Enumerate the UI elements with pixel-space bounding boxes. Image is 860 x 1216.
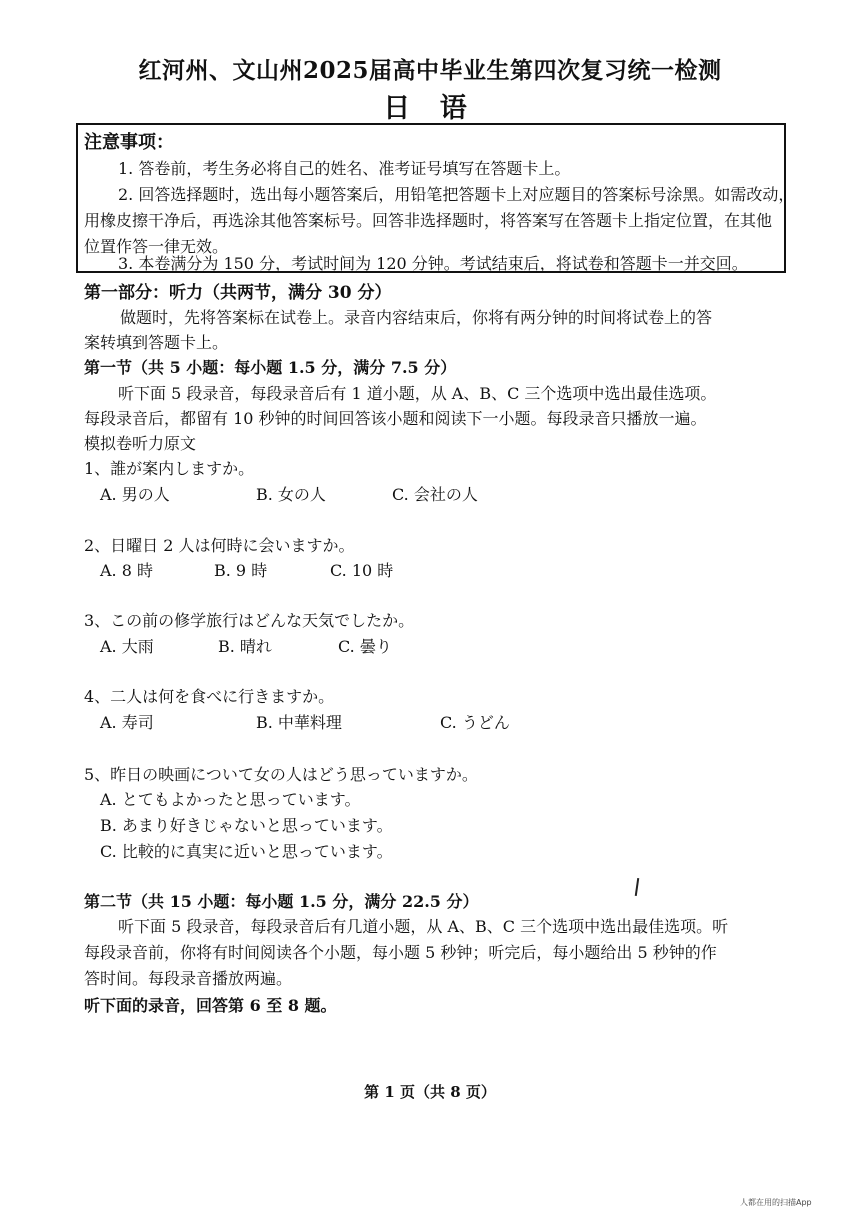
question-4-option-a: A. 寿司 xyxy=(100,713,154,732)
question-3-option-b: B. 晴れ xyxy=(218,637,272,656)
question-5-option-b: B. あまり好きじゃないと思っています。 xyxy=(100,816,393,835)
question-5-stem: 5、昨日の映画について女の人はどう思っていますか。 xyxy=(84,765,478,784)
question-1-stem: 1、誰が案内しますか。 xyxy=(84,459,255,478)
question-1-option-c: C. 会社の人 xyxy=(392,485,478,504)
notice-item-2-line-3: 位置作答一律无效。 xyxy=(84,237,229,256)
section2-instr-line-2: 每段录音前，你将有时间阅读各个小题，每小题 5 秒钟；听完后，每小题给出 5 秒钟的作 xyxy=(84,943,717,962)
question-2-stem: 2、日曜日 2 人は何時に会いますか。 xyxy=(84,536,355,555)
section1-note: 模拟卷听力原文 xyxy=(84,434,197,453)
question-3-option-c: C. 曇り xyxy=(338,637,392,656)
question-2-option-b: B. 9 時 xyxy=(214,561,268,580)
page-number: 第 1 页（共 8 页） xyxy=(364,1083,496,1101)
pen-mark xyxy=(635,878,639,896)
question-5-option-a: A. とてもよかったと思っています。 xyxy=(100,790,361,809)
question-4-option-c: C. うどん xyxy=(440,713,510,732)
section2-instr-line-1: 听下面 5 段录音，每段录音后有几道小题，从 A、B、C 三个选项中选出最佳选项。听 xyxy=(118,917,729,936)
exam-title: 红河州、文山州2025届高中毕业生第四次复习统一检测 xyxy=(138,57,722,84)
notice-item-1: 1. 答卷前，考生务必将自己的姓名、准考证号填写在答题卡上。 xyxy=(118,159,571,178)
part1-heading: 第一部分：听力（共两节，满分 30 分） xyxy=(84,283,392,303)
question-2-option-c: C. 10 時 xyxy=(330,561,394,580)
section1-heading: 第一节（共 5 小题：每小题 1.5 分，满分 7.5 分） xyxy=(84,358,457,377)
notice-item-3: 3. 本卷满分为 150 分，考试时间为 120 分钟。考试结束后，将试卷和答题卡一并交回。 xyxy=(118,254,748,273)
section1-instr-line-2: 每段录音后，都留有 10 秒钟的时间回答该小题和阅读下一小题。每段录音只播放一遍。 xyxy=(84,409,707,428)
question-1-option-a: A. 男の人 xyxy=(100,485,170,504)
notice-item-2-line-2: 用橡皮擦干净后，再选涂其他答案标号。回答非选择题时，将答案写在答题卡上指定位置，在其他 xyxy=(84,211,773,230)
section2-instr-line-3: 答时间。每段录音播放两遍。 xyxy=(84,969,293,988)
question-2-option-a: A. 8 時 xyxy=(100,561,153,580)
section1-instr-line-1: 听下面 5 段录音，每段录音后有 1 道小题，从 A、B、C 三个选项中选出最佳选项。 xyxy=(118,384,717,403)
notice-item-2-line-1: 2. 回答选择题时，选出每小题答案后，用铅笔把答题卡上对应题目的答案标号涂黑。如需改动， xyxy=(118,185,795,204)
part1-intro-line-1: 做题时，先将答案标在试卷上。录音内容结束后，你将有两分钟的时间将试卷上的答 xyxy=(120,308,713,327)
question-3-option-a: A. 大雨 xyxy=(100,637,154,656)
part1-intro-line-2: 案转填到答题卡上。 xyxy=(84,333,229,352)
question-4-stem: 4、二人は何を食べに行きますか。 xyxy=(84,687,335,706)
question-4-option-b: B. 中華料理 xyxy=(256,713,342,732)
section2-heading: 第二节（共 15 小题：每小题 1.5 分，满分 22.5 分） xyxy=(84,892,479,911)
question-5-option-c: C. 比較的に真実に近いと思っています。 xyxy=(100,842,393,861)
question-3-stem: 3、この前の修学旅行はどんな天気でしたか。 xyxy=(84,611,415,630)
scanner-watermark: 人都在用的扫描App xyxy=(740,1198,812,1207)
subject-title: 日 语 xyxy=(383,93,477,124)
section2-prompt: 听下面的录音，回答第 6 至 8 题。 xyxy=(84,996,337,1015)
notice-title: 注意事项： xyxy=(84,132,174,153)
question-1-option-b: B. 女の人 xyxy=(256,485,326,504)
